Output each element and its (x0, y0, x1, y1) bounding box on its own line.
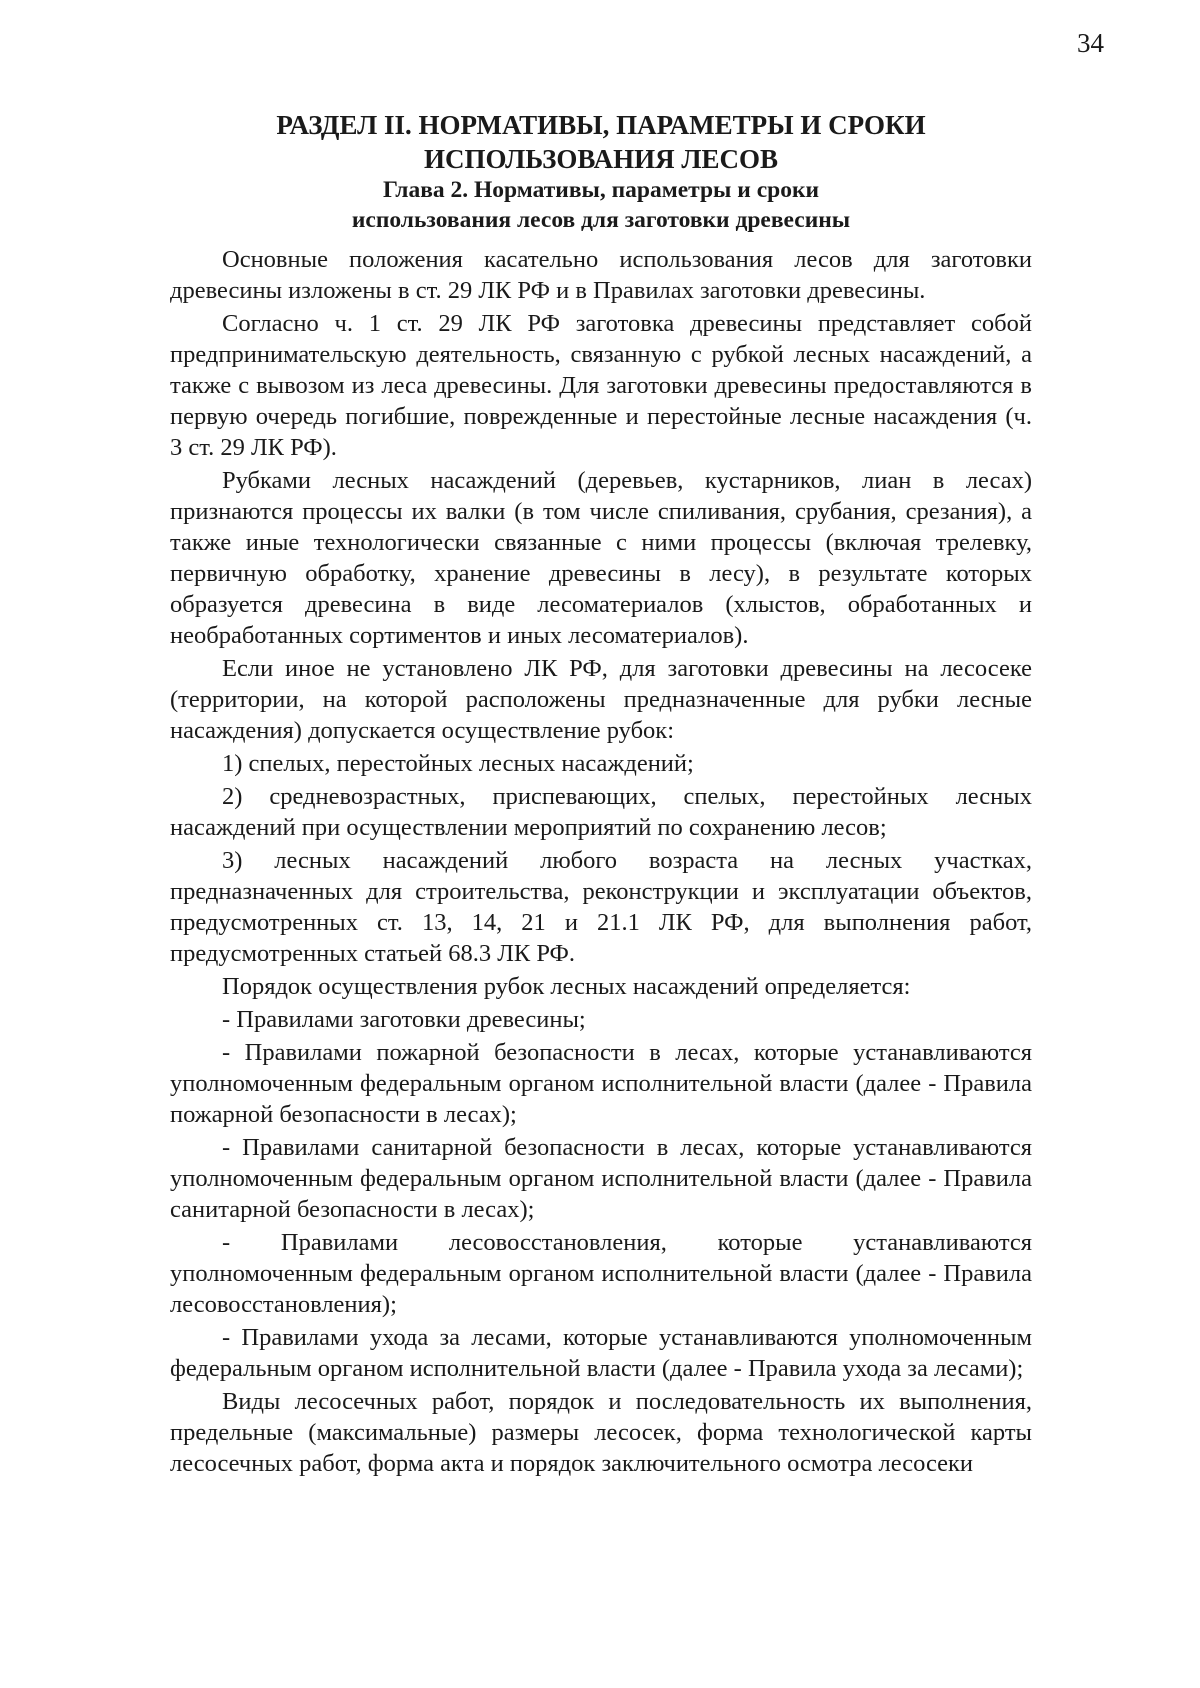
section-title-line-2: ИСПОЛЬЗОВАНИЯ ЛЕСОВ (423, 144, 779, 174)
list-item: 2) средневозрастных, приспевающих, спелых, перестойных лесных насаждений при осуществлении мероприятий по сохранению лесов; (170, 783, 1032, 841)
list-item: - Правилами лесовосстановления, которые устанавливаются уполномоченным федеральным органом исполнительной власти (далее - Правила лесовосстановления); (170, 1229, 1032, 1318)
list-item: 3) лесных насаждений любого возраста на лесных участках, предназначенных для строительства, реконструкции и эксплуатации объектов, предусмотренных ст. 13, 14, 21 и 21.1 ЛК РФ, для выполнения работ, предусмотренных статьей 68.3 ЛК РФ. (170, 847, 1032, 967)
headings (170, 108, 1032, 236)
paragraph: Виды лесосечных работ, порядок и последовательность их выполнения, предельные (максимальные) размеры лесосек, форма технологической карты лесосечных работ, форма акта и порядок заключительного осмотра лесосеки (170, 1388, 1032, 1477)
paragraph: Основные положения касательно использования лесов для заготовки древесины изложены в ст. 29 ЛК РФ и в Правилах заготовки древесины. (170, 246, 1032, 304)
paragraph: Рубками лесных насаждений (деревьев, кустарников, лиан в лесах) признаются процессы их валки (в том числе спиливания, срубания, срезания), а также иные технологически связанные с ними процессы (включая трелевку, первичную обработку, хранение древесины в лесу), в результате которых образуется древесина в виде лесоматериалов (хлыстов, обработанных и необработанных сортиментов и иных лесоматериалов). (170, 467, 1032, 649)
page-number: 34 (1077, 28, 1104, 58)
list-item: - Правилами пожарной безопасности в лесах, которые устанавливаются уполномоченным федеральным органом исполнительной власти (далее - Правила пожарной безопасности в лесах); (170, 1039, 1032, 1128)
chapter-title-line-1: Глава 2. Нормативы, параметры и сроки (382, 177, 820, 203)
list-item: - Правилами санитарной безопасности в лесах, которые устанавливаются уполномоченным федеральным органом исполнительной власти (далее - Правила санитарной безопасности в лесах); (170, 1134, 1032, 1223)
list-item: - Правилами заготовки древесины; (222, 1006, 586, 1033)
paragraph: Порядок осуществления рубок лесных насаждений определяется: (222, 973, 911, 1000)
section-title-line-1: РАЗДЕЛ II. НОРМАТИВЫ, ПАРАМЕТРЫ И СРОКИ (276, 110, 926, 140)
list-item: 1) спелых, перестойных лесных насаждений; (222, 750, 694, 777)
list-item: - Правилами ухода за лесами, которые устанавливаются уполномоченным федеральным органом исполнительной власти (далее - Правила ухода за лесами); (170, 1324, 1032, 1382)
paragraph: Если иное не установлено ЛК РФ, для заготовки древесины на лесосеке (территории, на которой расположены предназначенные для рубки лесные насаждения) допускается осуществление рубок: (170, 655, 1032, 744)
body-text (170, 244, 1032, 1481)
chapter-title-line-2: использования лесов для заготовки древесины (351, 207, 851, 233)
paragraph: Согласно ч. 1 ст. 29 ЛК РФ заготовка древесины представляет собой предпринимательскую деятельность, связанную с рубкой лесных насаждений, а также с вывозом из леса древесины. Для заготовки древесины предоставляются в первую очередь погибшие, поврежденные и перестойные лесные насаждения (ч. 3 ст. 29 ЛК РФ). (170, 310, 1032, 461)
